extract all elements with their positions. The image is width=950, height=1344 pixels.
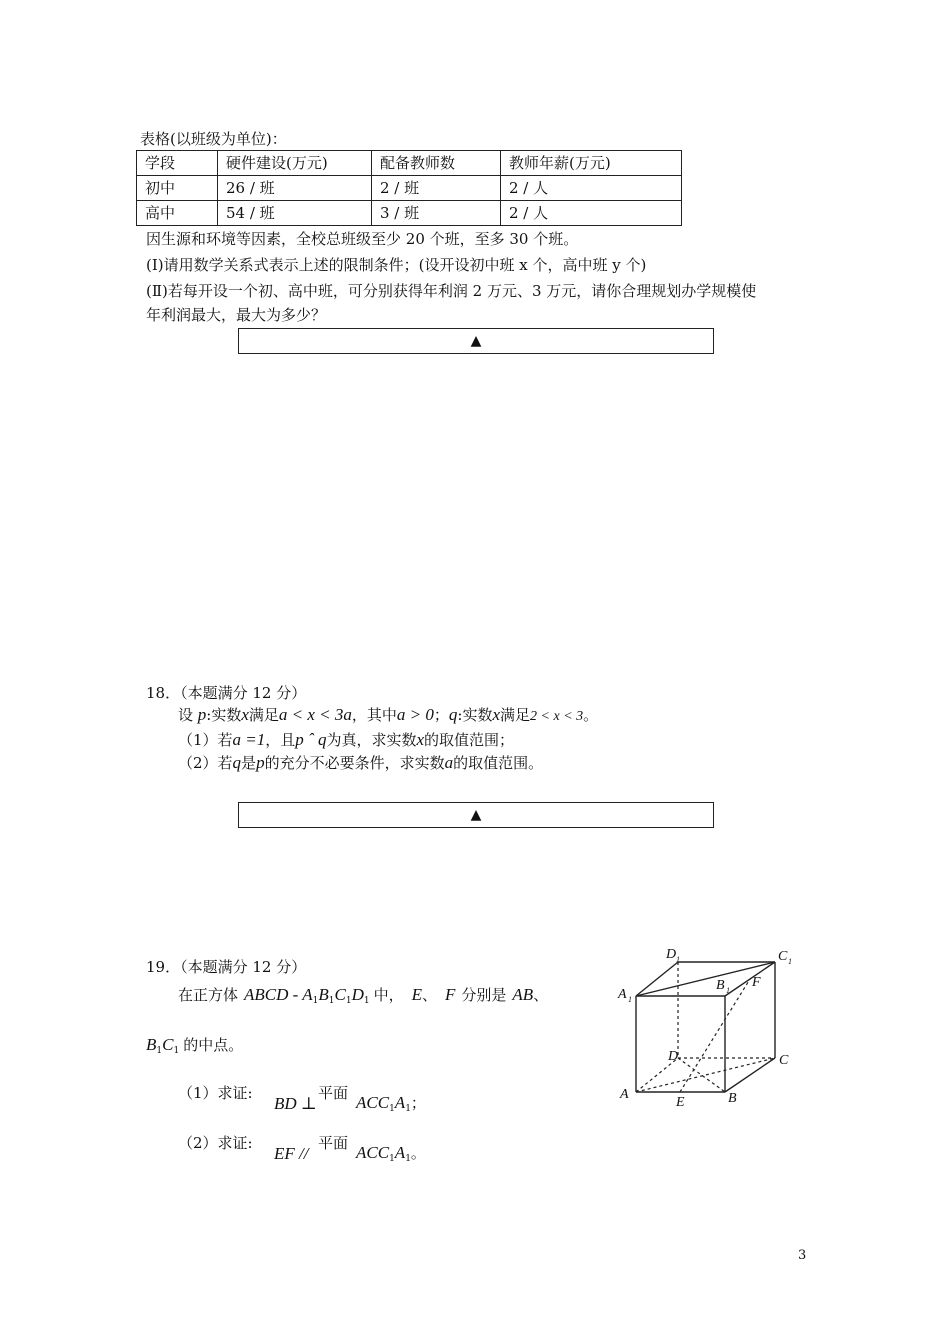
svg-text:1: 1 — [676, 955, 680, 964]
q19-part2: （2）求证: — [178, 1134, 253, 1152]
q19-part1-bd: BD ⊥ — [274, 1094, 317, 1113]
q19-part2-acc: $ACC_1A_1$。 — [356, 1143, 426, 1164]
page-number: 3 — [798, 1248, 807, 1263]
table-cell: 3 / 班 — [372, 201, 501, 226]
q19-part1: （1）求证: — [178, 1084, 253, 1102]
table-header-cell: 教师年薪(万元) — [501, 151, 682, 176]
table-header-cell: 学段 — [137, 151, 218, 176]
table-header-cell: 配备教师数 — [372, 151, 501, 176]
q19-line1: 在正方体 ABCD - $A_1B_1C_1D_1$ 中， E、 F 分别是 AB、 — [178, 985, 549, 1006]
table-cell: 54 / 班 — [218, 201, 372, 226]
cube-diagram — [610, 940, 810, 1112]
q18-statement: 设 p:实数x满足a < x < 3a，其中a > 0；q:实数x满足2 < x < 3。 — [178, 705, 599, 724]
triangle-icon: ▲ — [470, 333, 482, 349]
q18-answer-box[interactable] — [238, 802, 714, 828]
q19-header: 19．（本题满分 12 分） — [146, 958, 307, 976]
diag-bd — [678, 1058, 725, 1092]
table-row — [137, 176, 682, 201]
q17-part2-line1: (Ⅱ)若每开设一个初、高中班，可分别获得年利润 2 万元、3 万元，请你合理规划办学规模使 — [146, 282, 757, 300]
label-b: B — [728, 1091, 737, 1106]
q18-part2: （2）若q是p的充分不必要条件，求实数a的取值范围。 — [178, 753, 544, 772]
cost-table — [136, 150, 682, 226]
table-cell: 初中 — [137, 176, 218, 201]
q17-part1: (Ⅰ)请用数学关系式表示上述的限制条件；(设开设初中班 x 个，高中班 y 个) — [146, 256, 647, 274]
q17-part2-line2: 年利润最大，最大为多少？ — [146, 306, 327, 324]
q17-constraint: 因生源和环境等因素，全校总班级至少 20 个班，至多 30 个班。 — [146, 230, 579, 248]
q18-part1: （1）若a =1，且p ˆ q为真，求实数x的取值范围； — [178, 730, 515, 749]
table-caption: 表格(以班级为单位)： — [140, 130, 287, 148]
label-d: D — [668, 1049, 679, 1064]
svg-text:1: 1 — [788, 957, 792, 966]
edge-bc — [725, 1058, 775, 1092]
q19-part2-ef: EF // — [274, 1144, 309, 1163]
table-cell: 2 / 人 — [501, 176, 682, 201]
label-c: C — [779, 1053, 789, 1068]
table-cell: 高中 — [137, 201, 218, 226]
label-c1: C — [778, 949, 788, 964]
triangle-icon: ▲ — [470, 807, 482, 823]
q19-part1-plane: 平面 — [318, 1084, 349, 1102]
table-cell: 26 / 班 — [218, 176, 372, 201]
q19-line2: $B_1C_1$ 的中点。 — [146, 1035, 244, 1056]
q19-part1-acc: $ACC_1A_1$； — [356, 1093, 426, 1114]
q18-header: 18．（本题满分 12 分） — [146, 684, 307, 702]
q17-answer-box[interactable] — [238, 328, 714, 354]
table-cell: 2 / 人 — [501, 201, 682, 226]
table-header-row — [137, 151, 682, 176]
q19-part2-plane: 平面 — [318, 1134, 349, 1152]
svg-text:1: 1 — [628, 995, 632, 1004]
table-cell: 2 / 班 — [372, 176, 501, 201]
table-header-cell: 硬件建设(万元) — [218, 151, 372, 176]
label-a: A — [620, 1087, 629, 1102]
label-b1: B — [716, 978, 725, 993]
edge-b1c1 — [725, 962, 775, 996]
label-a1: A — [618, 987, 627, 1002]
table-row — [137, 201, 682, 226]
svg-text:1: 1 — [726, 986, 730, 995]
label-e: E — [676, 1095, 685, 1110]
label-d1: D — [666, 947, 677, 962]
label-f: F — [752, 975, 761, 990]
